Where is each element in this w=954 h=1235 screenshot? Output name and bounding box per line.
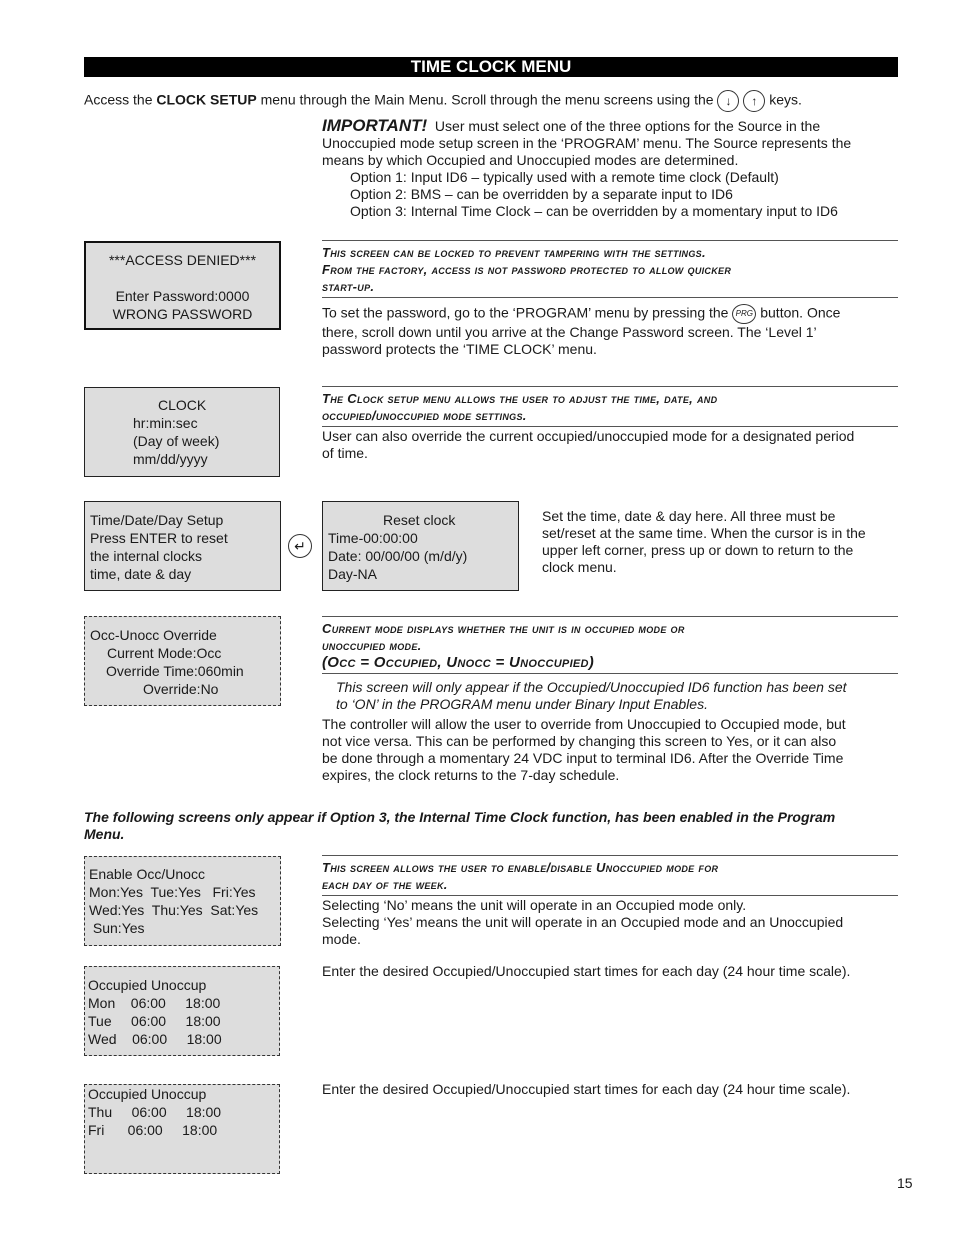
- option3-note: [84, 809, 904, 843]
- heading-line: This screen can be locked to prevent tampering with the settings.: [322, 245, 706, 260]
- screen-line: Occupied Unoccup: [88, 1086, 207, 1102]
- text-line: Selecting ‘Yes’ means the unit will operate in an Occupied mode and an Unoccupied: [322, 914, 844, 930]
- screen-line: the internal clocks: [90, 548, 203, 564]
- important-text: means by which Occupied and Unoccupied modes are determined.: [322, 152, 739, 168]
- access-denied-screen: [84, 241, 281, 330]
- text-line: The controller will allow the user to override from Unoccupied to Occupied mode, but: [322, 716, 846, 732]
- divider: [322, 616, 898, 617]
- down-arrow-icon: ↓: [717, 90, 739, 112]
- mode-text: [322, 716, 902, 784]
- text-line: to ‘ON’ in the PROGRAM menu under Binary Input Enables.: [336, 696, 708, 712]
- occ2-text: Enter the desired Occupied/Unoccupied start times for each day (24 hour time scale).: [322, 1081, 851, 1097]
- divider: [322, 240, 898, 241]
- text-line: Set the time, date & day here. All three must be: [542, 508, 836, 524]
- screen-line: Enable Occ/Unocc: [89, 866, 205, 882]
- screen-line: Time-00:00:00: [328, 530, 418, 546]
- intro-suffix: keys.: [769, 91, 802, 108]
- clock-screen: [84, 387, 280, 477]
- screen-line: Tue 06:00 18:00: [88, 1013, 221, 1029]
- important-block: [322, 117, 898, 220]
- screen-line: Thu 06:00 18:00: [88, 1104, 222, 1120]
- password-heading: [322, 244, 898, 295]
- heading-line: each day of the week.: [322, 877, 448, 892]
- page-title: TIME CLOCK MENU: [84, 57, 898, 77]
- screen-line: mm/dd/yyyy: [133, 451, 208, 467]
- divider: [322, 297, 898, 298]
- screen-line: Mon 06:00 18:00: [88, 995, 221, 1011]
- screen-line: Sun:Yes: [89, 920, 145, 936]
- setup-screen: [84, 501, 281, 591]
- screen-line: Override:No: [143, 681, 219, 697]
- text-line: not vice versa. This can be performed by changing this screen to Yes, or it can also: [322, 733, 837, 749]
- important-text: Unoccupied mode setup screen in the ‘PROGRAM’ menu. The Source represents the: [322, 135, 852, 151]
- screen-line: Mon:Yes Tue:Yes Fri:Yes: [89, 884, 256, 900]
- important-label: IMPORTANT!: [322, 116, 428, 135]
- text-line: Selecting ‘No’ means the unit will operate in an Occupied mode only.: [322, 897, 747, 913]
- prg-button-icon: PRG: [732, 304, 756, 324]
- heading-line: From the factory, access is not password protected to allow quicker: [322, 262, 732, 277]
- screen-line: Occ-Unocc Override: [90, 627, 217, 643]
- screen-line: Date: 00/00/00 (m/d/y): [328, 548, 468, 564]
- text-line: The following screens only appear if Option 3, the Internal Time Clock function, has been enabled in the Program: [84, 809, 836, 825]
- text-line: Menu.: [84, 826, 125, 842]
- divider: [322, 895, 898, 896]
- screen-line: Fri 06:00 18:00: [88, 1122, 218, 1138]
- option-item: Option 2: BMS – can be overridden by a separate input to ID6: [350, 186, 733, 202]
- occupied-schedule-screen-2: [84, 1084, 280, 1174]
- clock-text: [322, 428, 902, 462]
- text-line: expires, the clock returns to the 7-day schedule.: [322, 767, 620, 783]
- screen-line: (Day of week): [133, 433, 220, 449]
- screen-line: Wed 06:00 18:00: [88, 1031, 222, 1047]
- screen-line: CLOCK: [158, 397, 207, 413]
- text-line: of time.: [322, 445, 368, 461]
- heading-line: This screen allows the user to enable/disable Unoccupied mode for: [322, 860, 719, 875]
- screen-line: ***ACCESS DENIED***: [108, 252, 257, 268]
- text-line: upper left corner, press up or down to return to the: [542, 542, 854, 558]
- up-arrow-icon: ↑: [743, 90, 765, 112]
- heading-line: occupied/unoccupied mode settings.: [322, 408, 527, 423]
- enable-screen: [84, 856, 281, 946]
- screen-line: hr:min:sec: [133, 415, 198, 431]
- text-line: password protects the ‘TIME CLOCK’ menu.: [322, 341, 597, 357]
- screen-line: Press ENTER to reset: [90, 530, 228, 546]
- reset-clock-screen: [322, 501, 519, 591]
- enable-text: [322, 897, 902, 948]
- text-line: button. Once: [760, 304, 841, 321]
- text-line: clock menu.: [542, 559, 617, 575]
- occ1-text: Enter the desired Occupied/Unoccupied start times for each day (24 hour time scale).: [322, 963, 851, 979]
- page-number: 15: [897, 1175, 913, 1191]
- important-text: User must select one of the three options for the Source in the: [434, 118, 821, 134]
- screen-line: Override Time:060min: [106, 663, 244, 679]
- intro-bold: CLOCK SETUP: [156, 91, 257, 108]
- enable-heading: [322, 859, 898, 893]
- divider: [322, 855, 898, 856]
- text-line: To set the password, go to the ‘PROGRAM’ menu by pressing the: [322, 304, 729, 321]
- heading-line: start-up.: [322, 279, 375, 294]
- option-item: Option 1: Input ID6 – typically used with a remote time clock (Default): [350, 169, 779, 185]
- setup-text: [542, 508, 902, 576]
- occupied-schedule-screen-1: [84, 966, 280, 1056]
- heading-line: Current mode displays whether the unit is in occupied mode or: [322, 621, 685, 636]
- screen-line: Wed:Yes Thu:Yes Sat:Yes: [89, 902, 259, 918]
- intro-prefix: Access the: [84, 91, 157, 108]
- text-line: set/reset at the same time. When the cursor is in the: [542, 525, 866, 541]
- divider: [322, 673, 898, 674]
- text-line: there, scroll down until you arrive at the Change Password screen. The ‘Level 1’: [322, 324, 817, 340]
- text-line: be done through a momentary 24 VDC input to terminal ID6. After the Override Time: [322, 750, 844, 766]
- password-text: [322, 304, 898, 358]
- heading-line: The Clock setup menu allows the user to adjust the time, date, and: [322, 391, 718, 406]
- screen-line: Enter Password:0000: [115, 288, 250, 304]
- override-screen: [84, 616, 281, 706]
- text-line: This screen will only appear if the Occupied/Unoccupied ID6 function has been set: [336, 679, 847, 695]
- divider: [322, 426, 898, 427]
- screen-line: time, date & day: [90, 566, 192, 582]
- text-line: mode.: [322, 931, 361, 947]
- mode-note: [336, 679, 900, 713]
- intro-middle: menu through the Main Menu. Scroll through the menu screens using the: [256, 91, 714, 108]
- screen-line: Current Mode:Occ: [107, 645, 222, 661]
- intro-line: [84, 90, 904, 112]
- clock-heading: [322, 390, 898, 424]
- heading-line: (Occ = Occupied, Unocc = Unoccupied): [322, 654, 595, 671]
- mode-heading: [322, 620, 898, 671]
- text-line: User can also override the current occupied/unoccupied mode for a designated period: [322, 428, 855, 444]
- screen-line: Reset clock: [383, 512, 456, 528]
- screen-line: WRONG PASSWORD: [112, 306, 253, 322]
- screen-line: Day-NA: [328, 566, 378, 582]
- option-item: Option 3: Internal Time Clock – can be overridden by a momentary input to ID6: [350, 203, 838, 219]
- divider: [322, 386, 898, 387]
- screen-line: Occupied Unoccup: [88, 977, 207, 993]
- screen-line: Time/Date/Day Setup: [90, 512, 224, 528]
- enter-icon: ↵: [288, 534, 312, 558]
- heading-line: unoccupied mode.: [322, 638, 422, 653]
